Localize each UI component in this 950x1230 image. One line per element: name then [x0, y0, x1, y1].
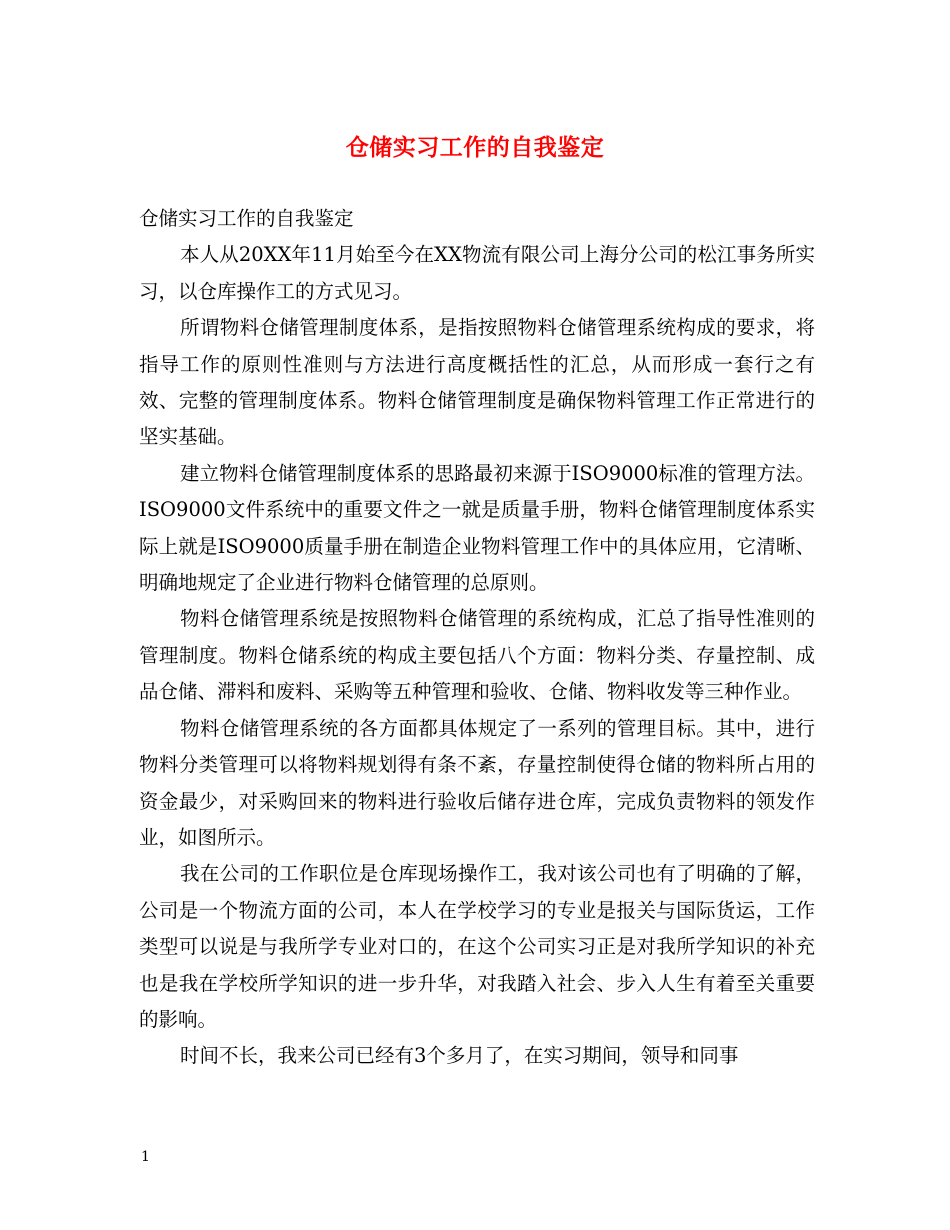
document-title: 仓储实习工作的自我鉴定 [345, 134, 605, 161]
body-paragraph: 我在公司的工作职位是仓库现场操作工，我对该公司也有了明确的了解，公司是一个物流方面的公司，本人在学校学习的专业是报关与国际货运，工作类型可以说是与我所学专业对口的，在这个公司实习正是对我所学知识的补充也是我在学校所学知识的进一步升华，对我踏入社会、步入人生有着至关重要的影响。 [139, 862, 815, 1031]
body-paragraph: 所谓物料仓储管理制度体系，是指按照物料仓储管理系统构成的要求，将指导工作的原则性准则与方法进行高度概括性的汇总，从而形成一套行之有效、完整的管理制度体系。物料仓储管理制度是确保物料管理工作正常进行的坚实基础。 [139, 316, 815, 449]
body-paragraph: 建立物料仓储管理制度体系的思路最初来源于ISO9000标准的管理方法。ISO9000文件系统中的重要文件之一就是质量手册，物料仓储管理制度体系实际上就是ISO9000质量手册在制造企业物料管理工作中的具体应用，它清晰、明确地规定了企业进行物料仓储管理的总原则。 [139, 461, 815, 595]
page-number: 1 [141, 1149, 150, 1165]
body-paragraph: 本人从20XX年11月始至今在XX物流有限公司上海分公司的松江事务所实习，以仓库操作工的方式见习。 [139, 243, 815, 303]
body-paragraph-heading: 仓储实习工作的自我鉴定 [139, 207, 354, 230]
body-paragraph: 物料仓储管理系统的各方面都具体规定了一系列的管理目标。其中，进行物料分类管理可以将物料规划得有条不紊，存量控制使得仓储的物料所占用的资金最少，对采购回来的物料进行验收后储存进仓库，完成负责物料的领发作业，如图所示。 [139, 716, 815, 849]
document-body [139, 201, 815, 1075]
body-paragraph: 时间不长，我来公司已经有3个多月了，在实习期间，领导和同事 [180, 1044, 739, 1068]
body-paragraph: 物料仓储管理系统是按照物料仓储管理的系统构成，汇总了指导性准则的管理制度。物料仓储系统的构成主要包括八个方面：物料分类、存量控制、成品仓储、滞料和废料、采购等五种管理和验收、仓储、物料收发等三种作业。 [139, 607, 815, 704]
